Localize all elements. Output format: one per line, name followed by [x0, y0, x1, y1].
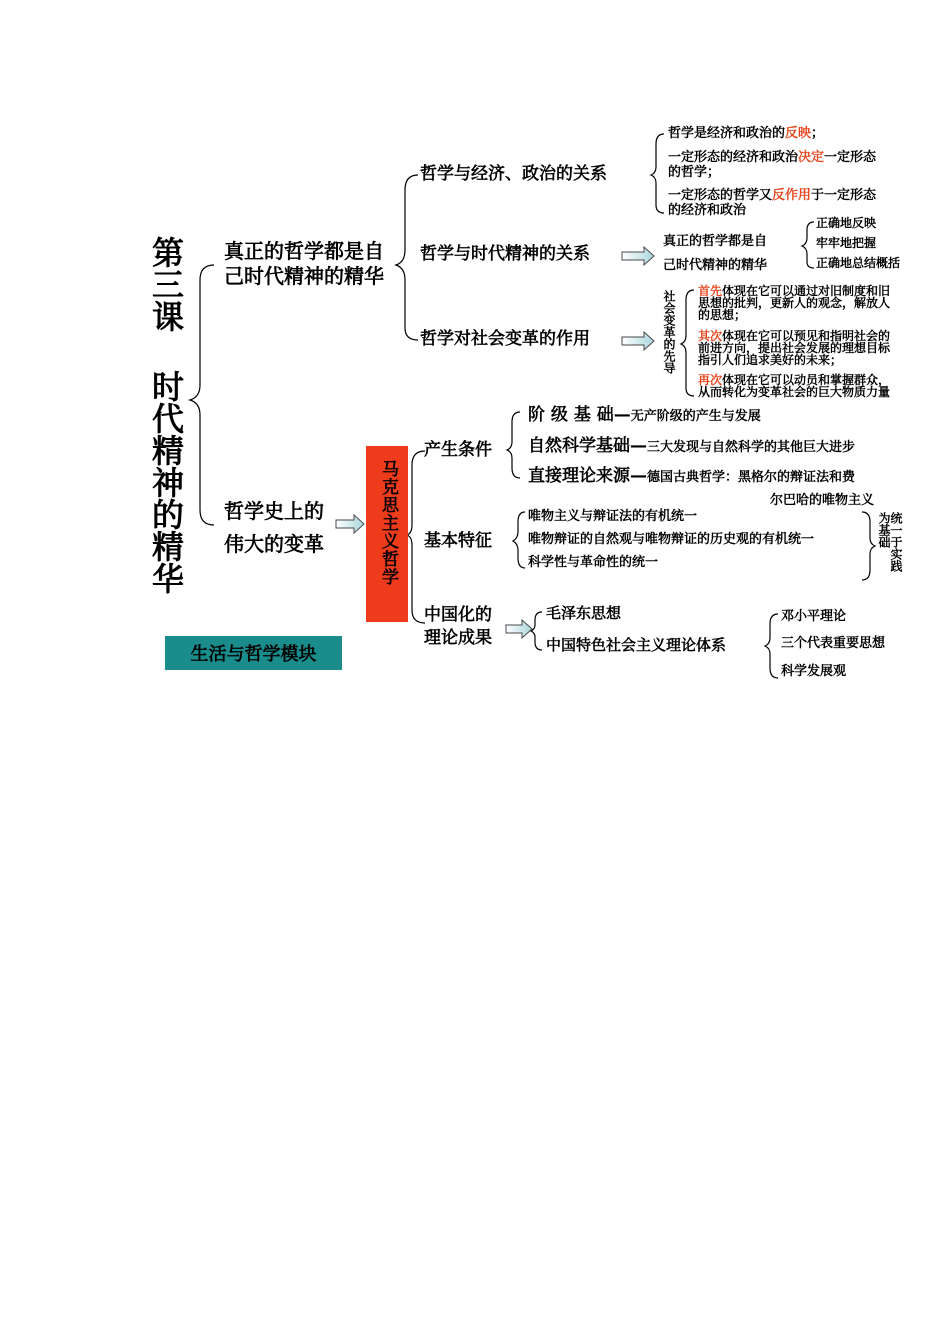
features-label: 基本特征 — [424, 531, 492, 551]
econ-item-1: 哲学是经济和政治的反映； — [668, 126, 825, 141]
brace-main — [190, 265, 214, 525]
brace-china — [531, 612, 542, 650]
brace-econ — [651, 134, 664, 213]
spirit-mid-1: 真正的哲学都是自 — [663, 234, 768, 249]
brace-branch1 — [396, 175, 418, 340]
marxism-box — [366, 446, 408, 622]
econ-item-3-cont: 的经济和政治 — [668, 203, 747, 218]
china-label-2: 理论成果 — [424, 628, 492, 648]
theory-2: 三个代表重要思想 — [781, 636, 886, 651]
change-p2-c: 指引人们追求美好的未来； — [698, 353, 843, 367]
brace-features-right — [862, 512, 875, 580]
brace-marxism — [407, 451, 425, 623]
spirit-r1: 正确地反映 — [816, 216, 877, 230]
conditions-label: 产生条件 — [424, 440, 492, 460]
spirit-mid-2: 己时代精神的精华 — [663, 258, 768, 273]
arrow-china — [506, 620, 532, 638]
rel-change-label: 哲学对社会变革的作用 — [420, 329, 590, 349]
econ-item-2: 一定形态的经济和政治决定一定形态 — [668, 150, 877, 165]
china-mao: 毛泽东思想 — [546, 604, 622, 622]
brace-change — [681, 290, 694, 396]
rel-spirit-label: 哲学与时代精神的关系 — [420, 244, 590, 264]
change-p1: 首先体现在它可以通过对旧制度和旧 — [698, 284, 891, 298]
feature-2: 唯物辩证的自然观与唯物辩证的历史观的有机统一 — [528, 532, 815, 547]
change-p2-b: 前进方向，提出社会发展的理想目标 — [698, 341, 891, 355]
rel-econ-label: 哲学与经济、政治的关系 — [420, 164, 607, 184]
condition-3-cont: 尔巴哈的唯物主义 — [770, 493, 875, 508]
branch2-line2: 伟大的变革 — [224, 532, 324, 556]
branch2-line1: 哲学史上的 — [224, 499, 324, 523]
theory-1: 邓小平理论 — [781, 609, 847, 624]
econ-item-3: 一定形态的哲学又反作用于一定形态 — [668, 188, 877, 203]
module-badge: 生活与哲学模块 — [165, 636, 342, 670]
change-vertical-label: 社会变革的先导 — [662, 290, 676, 374]
brace-features — [513, 512, 525, 568]
feature-3: 科学性与革命性的统一 — [528, 555, 659, 570]
change-p2: 其次体现在它可以预见和指明社会的 — [698, 329, 891, 343]
condition-1: 阶 级 基 础—无产阶级的产生与发展 — [528, 405, 761, 425]
china-label-1: 中国化的 — [424, 605, 492, 625]
marxism-label: 马克思主义哲学 — [378, 460, 398, 586]
theory-3: 科学发展观 — [781, 664, 847, 679]
change-p1-c: 的思想； — [698, 308, 747, 322]
arrow-change — [622, 332, 654, 350]
change-p1-b: 思想的批判，更新人的观念，解放人 — [698, 296, 891, 310]
spirit-r3: 正确地总结概括 — [816, 256, 901, 270]
branch1-line2: 己时代精神的精华 — [224, 264, 384, 288]
arrow-spirit — [622, 247, 654, 265]
spirit-r2: 牢牢地把握 — [816, 236, 877, 250]
econ-item-2-cont: 的哲学； — [668, 165, 721, 180]
change-p3-b: 从而转化为变革社会的巨大物质力量 — [698, 385, 891, 399]
condition-3: 直接理论来源—德国古典哲学：黑格尔的辩证法和费 — [528, 466, 856, 486]
feature-side-label: 统一于实践为基础 — [877, 512, 903, 572]
china-system: 中国特色社会主义理论体系 — [546, 636, 727, 654]
arrow-marxism — [336, 515, 364, 533]
brace-conditions — [507, 412, 520, 478]
feature-1: 唯物主义与辩证法的有机统一 — [528, 509, 698, 524]
brace-spirit — [802, 222, 814, 268]
condition-2: 自然科学基础—三大发现与自然科学的其他巨大进步 — [528, 436, 856, 456]
brace-theories — [765, 614, 778, 678]
branch1-line1: 真正的哲学都是自 — [224, 239, 384, 263]
change-p3: 再次体现在它可以动员和掌握群众， — [698, 373, 891, 387]
page-title: 第三课 时代精神的精华 — [147, 236, 185, 594]
